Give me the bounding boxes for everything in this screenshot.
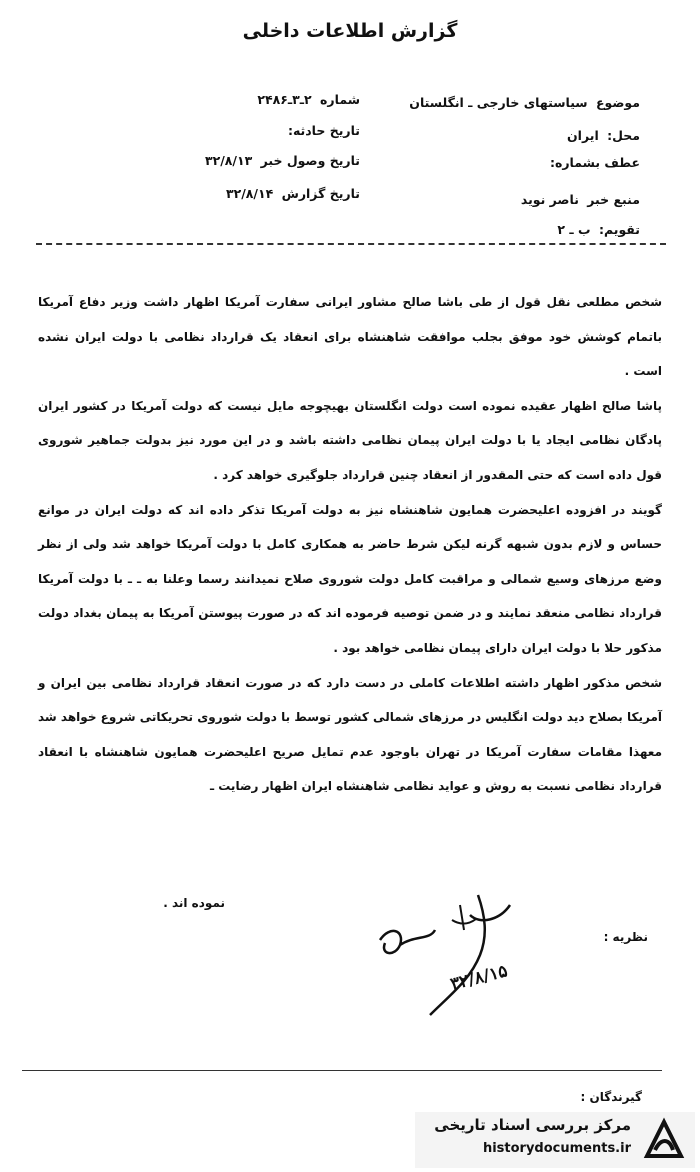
evaluation-label: تقویم: xyxy=(598,222,640,237)
watermark xyxy=(415,1112,695,1168)
paragraph-3: گویند در افزوده اعلیحضرت همایون شاهنشاه نیز به دولت آمریکا تذکر داده اند که دولت ایران در موانع حساس و لازم بدون شبهه گرنه لیکن شرط حاضر به همکاری کامل با دولت آمریکا خواهد شد ولی از نظر وضع مرزهای وسیع شمالی و مراقبت کامل دولت شوروی صلاح نمیدانند رسما وعلنا به ـ ـ با دولت آمریکا قرارداد نظامی منعقد نمایند و در ضمن توصیه فرموده اند که در صورت پیوستن آمریکا به پیمان بغداد دولت مذکور حلا با دولت ایران دارای پیمان نظامی خواهد بود . xyxy=(38,502,662,655)
report-date-value: ۳۲/۸/۱۴ xyxy=(225,186,274,201)
paragraph-4: شخص مذکور اظهار داشته اطلاعات کاملی در دست دارد که در صورت انعقاد قرارداد نظامی بین ایران و آمریکا بصلاح دید دولت انگلیس در مرزهای شمالی کشور توسط با دولت شوروی تحریکاتی شروع خواهد شد معهذا مقامات سفارت آمریکا در تهران باوجود عدم تمایل صریح اعلیحضرت همایون شاهنشاه با انعقاد قرارداد نظامی نسبت به روش و عواید نظامی شاهنشاه ایران اظهار رضایت ـ xyxy=(38,675,662,794)
recipients-label: گیرندگان : xyxy=(580,1090,642,1104)
subject-field xyxy=(409,95,640,110)
source-label: منبع خبر xyxy=(587,192,640,207)
receipt-date-label: تاریخ وصول خبر xyxy=(260,153,360,168)
source-value: ناصر نوید xyxy=(520,192,579,207)
source-field xyxy=(521,192,640,207)
watermark-url: historydocuments.ir xyxy=(482,1141,631,1156)
place-label: محل: xyxy=(607,128,640,143)
event-date-field xyxy=(284,123,360,138)
date-stamp: ۳۲/۸/۱۵ xyxy=(448,961,510,995)
watermark-title: مرکز بررسی اسناد تاریخی xyxy=(434,1116,631,1134)
archive-logo-icon xyxy=(639,1116,689,1166)
document-title: گزارش اطلاعات داخلی xyxy=(242,20,458,42)
place-value: ایران xyxy=(567,128,599,143)
number-value: ۲ـ۳ـ۲۴۸۶ xyxy=(257,92,312,107)
paragraph-2: پاشا صالح اظهار عقیده نموده است دولت انگلستان بهیچوجه مایل نیست که دولت آمریکا در کشور ایران پادگان نظامی ایجاد یا با دولت ایران پیمان نظامی داشته باشد و در این مورد نیز بدولت جماهیر شوروی قول داده است که حتی المقدور از انعقاد چنین قرارداد جلوگیری خواهد کرد . xyxy=(38,398,662,482)
report-date-field xyxy=(226,186,360,201)
subject-label: موضوع xyxy=(595,95,640,110)
event-date-label: تاریخ حادثه: xyxy=(287,123,360,138)
reference-label: عطف بشماره: xyxy=(549,155,640,170)
evaluation-value: ب ـ ۲ xyxy=(557,222,591,237)
header-divider xyxy=(36,243,666,245)
number-label: شماره xyxy=(320,92,360,107)
report-date-label: تاریخ گزارش xyxy=(281,186,360,201)
closing-text: نموده اند . xyxy=(163,896,225,910)
reference-field xyxy=(546,155,640,170)
report-body xyxy=(38,285,662,804)
number-field xyxy=(257,92,360,107)
receipt-date-value: ۳۲/۸/۱۳ xyxy=(204,153,253,168)
paragraph-1: شخص مطلعی نقل قول از طی باشا صالح مشاور ایرانی سفارت آمریکا اظهار داشت وزیر دفاع آمریکا باتمام کوشش خود موفق بجلب موافقت شاهنشاه برای انعقاد یک قرارداد نظامی با دولت ایران نشده است . xyxy=(38,295,662,379)
opinion-label: نظریه : xyxy=(603,930,648,944)
receipt-date-field xyxy=(205,153,360,168)
signature-icon xyxy=(360,885,560,1025)
subject-value: سیاستهای خارجی ـ انگلستان xyxy=(409,95,588,110)
place-field xyxy=(567,128,640,143)
footer-divider xyxy=(22,1070,662,1071)
evaluation-field xyxy=(557,222,640,237)
